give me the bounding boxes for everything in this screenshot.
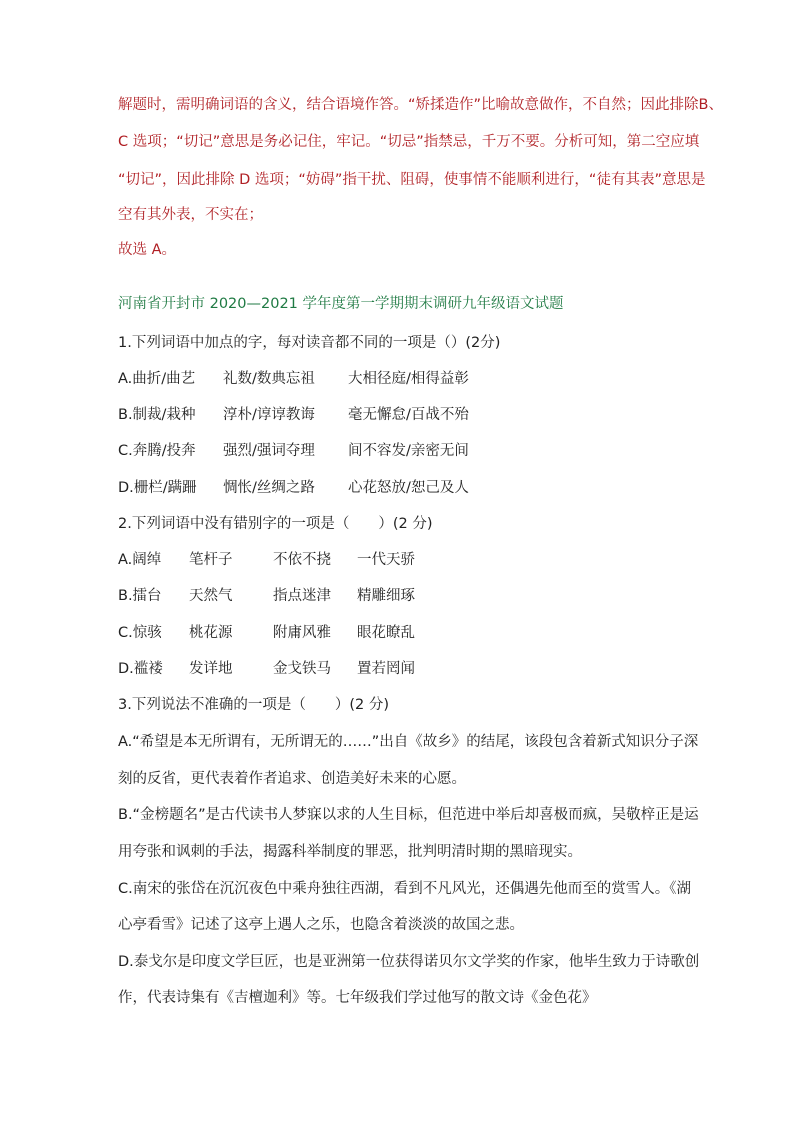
option-cell: 大相径庭/相得益彰 bbox=[348, 371, 469, 387]
option-cell: 发详地 bbox=[189, 661, 233, 677]
option-cell: D.栅栏/蹒跚 bbox=[118, 480, 197, 496]
option-cell: A.阔绰 bbox=[118, 552, 162, 568]
option-cell: 指点迷津 bbox=[273, 588, 331, 604]
analysis-line: C 选项；“切记”意思是务必记住，牢记。“切忌”指禁忌，千万不要。分析可知，第二空应填 bbox=[118, 134, 700, 150]
question-3-option-c-line: C.南宋的张岱在沉沉夜色中乘舟独往西湖，看到不凡风光，还偶遇先他而至的赏雪人。《湖 bbox=[118, 881, 691, 897]
option-cell: 礼数/数典忘祖 bbox=[223, 371, 315, 387]
option-cell: 间不容发/亲密无间 bbox=[348, 443, 469, 459]
analysis-line: 空有其外表，不实在； bbox=[118, 207, 263, 223]
option-cell: 强烈/强词夺理 bbox=[223, 443, 315, 459]
option-cell: 笔杆子 bbox=[189, 552, 233, 568]
question-2-stem: 2.下列词语中没有错别字的一项是（ ）(2 分) bbox=[118, 516, 433, 532]
option-cell: C.惊骇 bbox=[118, 625, 162, 641]
option-cell: 眼花瞭乱 bbox=[357, 625, 415, 641]
option-cell: 不依不挠 bbox=[273, 552, 331, 568]
option-cell: 置若罔闻 bbox=[357, 661, 415, 677]
option-cell: D.褴褛 bbox=[118, 661, 163, 677]
option-cell: A.曲折/曲艺 bbox=[118, 371, 196, 387]
option-cell: 毫无懈怠/百战不殆 bbox=[348, 407, 469, 423]
question-3-option-c-line: 心亭看雪》记述了这亭上遇人之乐，也隐含着淡淡的故国之悲。 bbox=[118, 917, 524, 933]
option-cell: 惆怅/丝绸之路 bbox=[223, 480, 315, 496]
option-cell: B.擂台 bbox=[118, 588, 162, 604]
option-cell: 附庸风雅 bbox=[273, 625, 331, 641]
question-3-option-a-line: 刻的反省，更代表着作者追求、创造美好未来的心愿。 bbox=[118, 771, 466, 787]
option-cell: C.奔腾/投奔 bbox=[118, 443, 196, 459]
question-3-option-b-line: 用夸张和讽刺的手法，揭露科举制度的罪恶，批判明清时期的黑暗现实。 bbox=[118, 844, 582, 860]
option-cell: 桃花源 bbox=[189, 625, 233, 641]
question-3-option-d-line: 作，代表诗集有《吉檀迦利》等。七年级我们学过他写的散文诗《金色花》 bbox=[118, 990, 597, 1006]
option-cell: B.制裁/栽种 bbox=[118, 407, 196, 423]
analysis-answer: 故选 A。 bbox=[118, 242, 177, 258]
question-3-option-b-line: B.“金榜题名”是古代读书人梦寐以求的人生目标，但范进中举后却喜极而疯，吴敬梓正是运 bbox=[118, 807, 699, 823]
analysis-line: “切记”，因此排除 D 选项；“妨碍”指干扰、阻碍，使事情不能顺利进行，“徒有其表”意思是 bbox=[118, 172, 706, 188]
option-cell: 天然气 bbox=[189, 588, 233, 604]
question-3-stem: 3.下列说法不准确的一项是（ ）(2 分) bbox=[118, 697, 389, 713]
question-3-option-d-line: D.泰戈尔是印度文学巨匠，也是亚洲第一位获得诺贝尔文学奖的作家，他毕生致力于诗歌创 bbox=[118, 954, 700, 970]
option-cell: 淳朴/谆谆教诲 bbox=[223, 407, 315, 423]
option-cell: 金戈铁马 bbox=[273, 661, 331, 677]
option-cell: 精雕细琢 bbox=[357, 588, 415, 604]
question-3-option-a-line: A.“希望是本无所谓有，无所谓无的……”出自《故乡》的结尾，该段包含着新式知识分子深 bbox=[118, 734, 699, 750]
option-cell: 心花怒放/恕己及人 bbox=[348, 480, 469, 496]
exam-title: 河南省开封市 2020—2021 学年度第一学期期末调研九年级语文试题 bbox=[118, 296, 564, 312]
option-cell: 一代天骄 bbox=[357, 552, 415, 568]
question-1-stem: 1.下列词语中加点的字，每对读音都不同的一项是（）(2分) bbox=[118, 335, 501, 351]
analysis-line: 解题时，需明确词语的含义，结合语境作答。“矫揉造作”比喻故意做作，不自然；因此排除B、 bbox=[118, 97, 723, 113]
